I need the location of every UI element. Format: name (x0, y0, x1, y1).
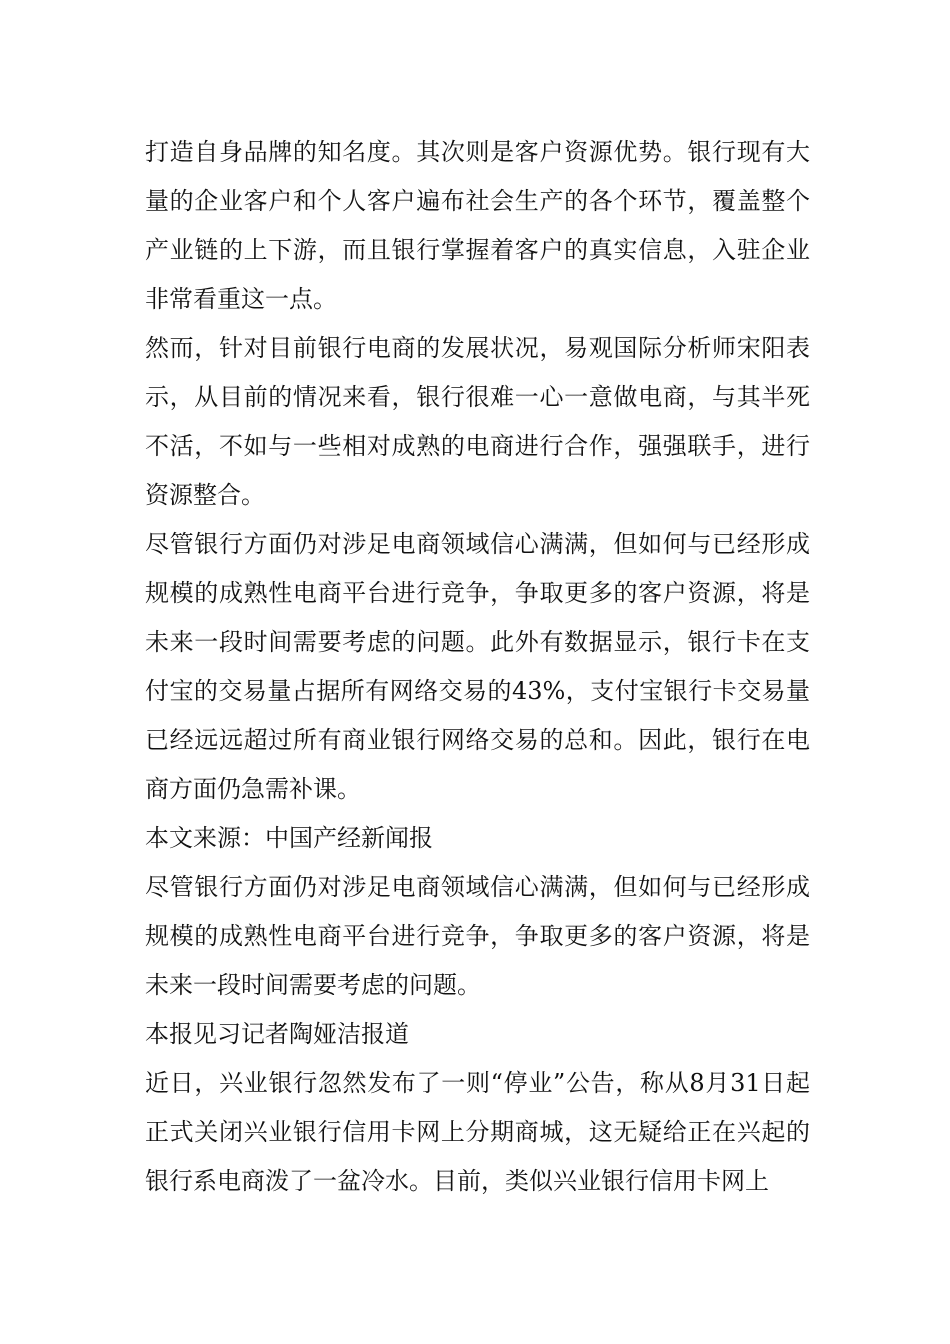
paragraph-brand-customer-advantage: 打造自身品牌的知名度。其次则是客户资源优势。银行现有大量的企业客户和个人客户遍布社会生产的各个环节，覆盖整个产业链的上下游，而且银行掌握着客户的真实信息，入驻企业非常看重这一点。 (145, 138, 810, 313)
paragraph-analyst-comment: 然而，针对目前银行电商的发展状况，易观国际分析师宋阳表示，从目前的情况来看，银行很难一心一意做电商，与其半死不活，不如与一些相对成熟的电商进行合作，强强联手，进行资源整合。 (145, 334, 810, 509)
paragraph-reporter: 本报见习记者陶娅洁报道 (145, 1020, 409, 1048)
paragraph-competition-data: 尽管银行方面仍对涉足电商领域信心满满，但如何与已经形成规模的成熟性电商平台进行竞争，争取更多的客户资源，将是未来一段时间需要考虑的问题。此外有数据显示，银行卡在支付宝的交易量占据所有网络交易的43%，支付宝银行卡交易量已经远远超过所有商业银行网络交易的总和。因此，银行在电商方面仍急需补课。 (145, 530, 810, 803)
paragraph-news-lead: 近日，兴业银行忽然发布了一则“停业”公告，称从8月31日起正式关闭兴业银行信用卡网上分期商城，这无疑给正在兴起的银行系电商泼了一盆冷水。目前，类似兴业银行信用卡网上 (145, 1069, 810, 1195)
paragraph-summary: 尽管银行方面仍对涉足电商领域信心满满，但如何与已经形成规模的成熟性电商平台进行竞争，争取更多的客户资源，将是未来一段时间需要考虑的问题。 (145, 873, 810, 999)
article-body (145, 128, 810, 1206)
paragraph-source: 本文来源：中国产经新闻报 (145, 824, 433, 852)
